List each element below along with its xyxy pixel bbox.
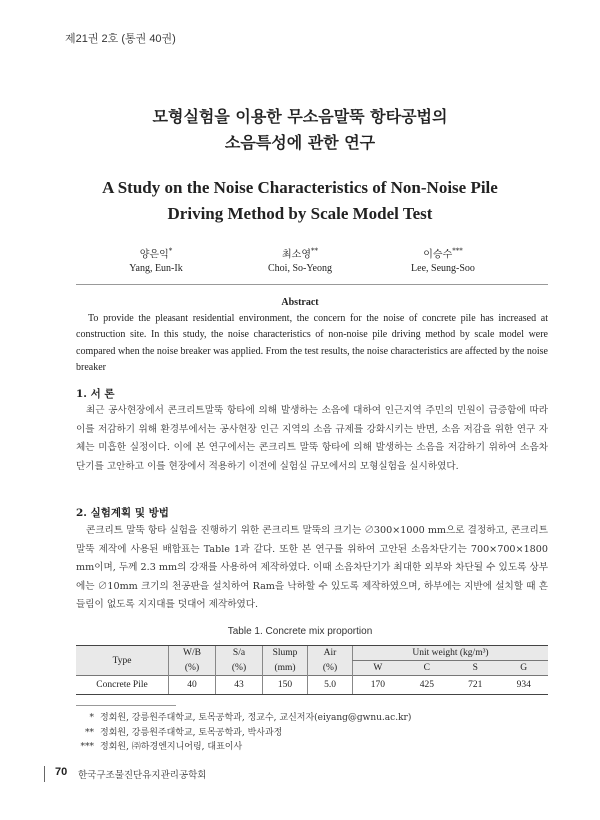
section-1-heading: 1. 서 론 <box>76 388 115 400</box>
section-2-heading: 2. 실험계획 및 방법 <box>76 507 169 519</box>
mix-proportion-table <box>76 645 548 695</box>
header-air-unit: (%) <box>308 661 353 676</box>
footnote-1-mark: * <box>89 713 94 723</box>
footnote-2-mark: ** <box>85 727 94 738</box>
abstract-heading: Abstract <box>281 297 319 308</box>
header-slump-unit: (mm) <box>263 661 308 676</box>
header-wb-unit: (%) <box>169 661 216 676</box>
author-3-en: Lee, Seung-Soo <box>411 263 475 275</box>
cell-air: 5.0 <box>308 676 353 695</box>
footnote-2 <box>76 726 282 741</box>
author-2-ko: 최소영 <box>282 249 311 261</box>
header-w: W <box>353 661 403 676</box>
header-slump: Slump <box>263 646 308 661</box>
cell-c: 425 <box>403 676 451 695</box>
header-air: Air <box>308 646 353 661</box>
header-wb: W/B <box>169 646 216 661</box>
author-2-mark: ** <box>310 247 318 255</box>
footnote-1-text: 정회원, 강릉원주대학교, 토목공학과, 정교수, 교신저자(eiyang@gwnu.ac.kr) <box>100 713 412 723</box>
cell-wb: 40 <box>169 676 216 695</box>
footnote-3-mark: *** <box>80 742 94 752</box>
table-row <box>76 676 548 695</box>
footnote-2-text: 정회원, 강릉원주대학교, 토목공학과, 박사과정 <box>100 727 283 738</box>
footnote-3 <box>76 740 242 755</box>
cell-s: 721 <box>451 676 499 695</box>
author-1-en: Yang, Eun-Ik <box>129 263 183 275</box>
journal-issue-header: 제21권 2호 (통권 40권) <box>65 33 176 45</box>
footnote-divider <box>76 705 176 706</box>
author-3 <box>363 244 523 276</box>
author-3-ko: 이승수 <box>423 249 453 261</box>
author-1-ko: 양은익 <box>139 249 169 261</box>
footer-bar <box>44 766 45 782</box>
abstract-text: To provide the pleasant residential environment, the concern for the noise of concrete pile has increased at construction site. In this study, the noise characteristics of non-noise pile driving method by scale model were compared when the noise breaker was applied. From the test results, the noise characteristics are affected by the noise breaker <box>76 313 548 374</box>
journal-name: 한국구조물진단유지관리공학회 <box>78 770 207 781</box>
cell-sa: 43 <box>216 676 263 695</box>
korean-title-line-1: 모형실험을 이용한 무소음말뚝 항타공법의 <box>152 107 448 126</box>
header-s: S <box>451 661 499 676</box>
author-1 <box>76 244 236 276</box>
table-caption: Table 1. Concrete mix proportion <box>227 626 373 637</box>
author-2 <box>220 244 380 276</box>
header-sa: S/a <box>216 646 263 661</box>
cell-w: 170 <box>353 676 403 695</box>
title-divider <box>76 284 548 285</box>
author-2-en: Choi, So-Yeong <box>268 263 332 275</box>
korean-title-line-2: 소음특성에 관한 연구 <box>224 133 376 152</box>
cell-type: Concrete Pile <box>76 676 169 695</box>
header-g: G <box>499 661 548 676</box>
footnote-1 <box>76 711 411 726</box>
author-3-mark: *** <box>452 247 463 255</box>
page-number: 70 <box>55 766 68 778</box>
section-2-text: 콘크리트 말뚝 항타 실험을 진행하기 위한 콘크리트 말뚝의 크기는 ∅300×1000 mm으로 결정하고, 콘크리트 말뚝 제작에 사용된 배합표는 Table 1과 같다. 또한 본 연구를 위하여 고안된 소음차단기는 700×700×1800 mm이며, 두께 2.3 mm의 강재를 사용하여 제작하였다. 이때 소음차단기가 최대한 외부와 차단될 수 있도록 상부에는 ∅10mm 크기의 천공판을 설치하여 Ram을 낙하할 수 있도록 제작하였으며, 하부에는 지반에 설치할 때 흔들림이 없도록 지지대를 덧대어 제작하였다. <box>76 525 549 610</box>
cell-g: 934 <box>499 676 548 695</box>
header-type: Type <box>76 646 169 676</box>
section-1-text: 최근 공사현장에서 콘크리트말뚝 항타에 의해 발생하는 소음에 대하여 인근지역 주민의 민원이 급증함에 따라 이를 저감하기 위해 환경부에서는 공사현장 인근 지역의 소음 규제를 강화시키는 반면, 소음 저감을 위한 연구 자체는 미흡한 실정이다. 이에 본 연구에서는 콘크리트 말뚝 항타에 의해 발생하는 소음을 저감하기 위하여 소음차단기를 고안하고 이를 현장에서 적용하기 이전에 실험실 규모에서의 모형실험을 실시하였다. <box>76 405 548 472</box>
header-unit-weight: Unit weight (kg/m³) <box>353 646 549 661</box>
english-title-line-1: A Study on the Noise Characteristics of Non-Noise Pile <box>102 178 498 197</box>
english-title-line-2: Driving Method by Scale Model Test <box>167 204 433 223</box>
header-c: C <box>403 661 451 676</box>
cell-slump: 150 <box>263 676 308 695</box>
header-sa-unit: (%) <box>216 661 263 676</box>
footnote-3-text: 정회원, ㈜하경엔지니어링, 대표이사 <box>100 742 243 752</box>
author-1-mark: * <box>168 247 173 255</box>
